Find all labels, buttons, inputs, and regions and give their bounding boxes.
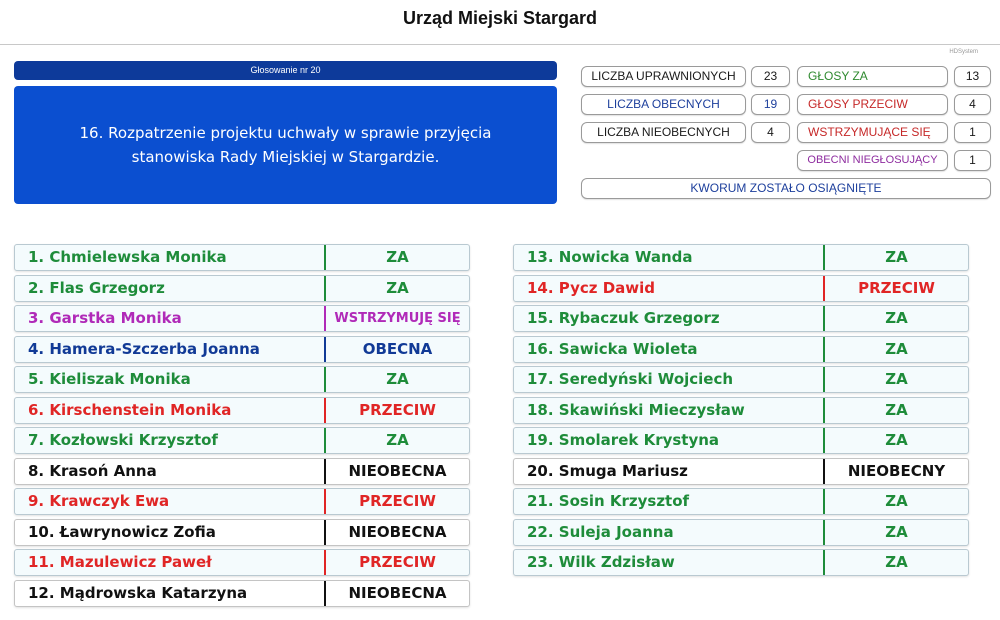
member-name: 14. Pycz Dawid [527, 278, 655, 297]
table-row [14, 275, 470, 302]
member-name: 19. Smolarek Krystyna [527, 431, 720, 449]
member-name: 20. Smuga Mariusz [527, 461, 688, 480]
member-name: 1. Chmielewska Monika [28, 248, 227, 266]
table-row [513, 427, 969, 454]
member-vote: ZA [386, 370, 409, 388]
table-row [14, 488, 470, 515]
member-name: 23. Wilk Zdzisław [527, 553, 675, 571]
table-row [14, 549, 470, 576]
table-row [513, 275, 969, 302]
member-vote: ZA [885, 553, 908, 571]
member-vote: NIEOBECNA [348, 522, 447, 541]
table-row [513, 488, 969, 515]
member-name: 12. Mądrowska Katarzyna [28, 583, 248, 602]
member-name: 11. Mazulewicz Paweł [28, 553, 212, 571]
member-vote: PRZECIW [359, 400, 436, 419]
page-title: Urząd Miejski Stargard [402, 8, 598, 28]
table-row [513, 549, 969, 576]
table-row [513, 458, 969, 485]
votes-against-value: 4 [954, 94, 991, 115]
member-name: 5. Kieliszak Monika [28, 370, 191, 388]
present-count-label: LICZBA OBECNYCH [581, 94, 746, 115]
table-row [513, 519, 969, 546]
member-vote: ZA [885, 339, 908, 358]
table-row [14, 366, 470, 393]
member-name: 3. Garstka Monika [28, 309, 182, 327]
vote-topic-panel [14, 86, 557, 204]
member-vote: ZA [885, 431, 908, 449]
quorum-status: KWORUM ZOSTAŁO OSIĄGNIĘTE [581, 178, 991, 199]
table-row [513, 305, 969, 332]
member-vote: NIEOBECNA [348, 583, 447, 602]
member-vote: NIEOBECNA [348, 461, 447, 480]
votes-for-label: GŁOSY ZA [797, 66, 948, 87]
member-vote: OBECNA [362, 339, 433, 358]
member-name: 7. Kozłowski Krzysztof [28, 431, 218, 449]
member-name: 21. Sosin Krzysztof [527, 492, 690, 510]
vote-number-bar: Głosowanie nr 20 [14, 61, 557, 80]
vote-topic-text: 16. Rozpatrzenie projektu uchwały w sprawie przyjęcia stanowiska Rady Miejskiej w Stargardzie. [79, 124, 492, 166]
not-voting-label: OBECNI NIEGŁOSUJĄCY [797, 150, 948, 171]
member-name: 16. Sawicka Wioleta [527, 339, 698, 358]
table-row [14, 397, 470, 424]
header-divider [0, 44, 1000, 45]
member-name: 22. Suleja Joanna [527, 522, 674, 541]
member-vote: PRZECIW [359, 492, 436, 510]
member-name: 10. Ławrynowicz Zofia [28, 522, 216, 541]
member-name: 15. Rybaczuk Grzegorz [527, 309, 720, 327]
member-vote: ZA [885, 492, 908, 510]
member-name: 9. Krawczyk Ewa [28, 492, 170, 510]
table-row [14, 305, 470, 332]
member-vote: PRZECIW [858, 278, 935, 297]
votes-against-label: GŁOSY PRZECIW [797, 94, 948, 115]
present-count-value: 19 [751, 94, 790, 115]
member-vote: ZA [885, 522, 908, 541]
member-name: 13. Nowicka Wanda [527, 248, 693, 266]
member-name: 18. Skawiński Mieczysław [527, 400, 745, 419]
table-row [14, 336, 470, 363]
member-name: 8. Krasoń Anna [28, 461, 157, 480]
table-row [513, 336, 969, 363]
votes-abstain-value: 1 [954, 122, 991, 143]
table-row [513, 366, 969, 393]
member-name: 2. Flas Grzegorz [28, 278, 165, 297]
entitled-count-value: 23 [751, 66, 790, 87]
not-voting-value: 1 [954, 150, 991, 171]
member-vote: ZA [386, 278, 409, 297]
member-vote: ZA [885, 309, 908, 327]
table-row [14, 580, 470, 607]
member-vote: ZA [885, 400, 908, 419]
table-row [513, 244, 969, 271]
member-name: 6. Kirschenstein Monika [28, 400, 232, 419]
member-vote: ZA [386, 431, 409, 449]
table-row [513, 397, 969, 424]
brand-logo: HDSystem [949, 49, 978, 55]
table-row [14, 519, 470, 546]
votes-abstain-label: WSTRZYMUJĄCE SIĘ [797, 122, 948, 143]
members-table-right [513, 244, 969, 580]
member-vote: ZA [885, 370, 908, 388]
member-vote: WSTRZYMUJĘ SIĘ [334, 311, 461, 326]
member-vote: ZA [386, 248, 409, 266]
absent-count-value: 4 [751, 122, 790, 143]
table-row [14, 427, 470, 454]
table-row [14, 458, 470, 485]
votes-for-value: 13 [954, 66, 991, 87]
member-vote: PRZECIW [359, 553, 436, 571]
table-row [14, 244, 470, 271]
member-name: 4. Hamera-Szczerba Joanna [28, 339, 260, 358]
member-vote: NIEOBECNY [847, 461, 946, 480]
members-table-left [14, 244, 470, 610]
member-name: 17. Seredyński Wojciech [527, 370, 734, 388]
member-vote: ZA [885, 248, 908, 266]
absent-count-label: LICZBA NIEOBECNYCH [581, 122, 746, 143]
entitled-count-label: LICZBA UPRAWNIONYCH [581, 66, 746, 87]
